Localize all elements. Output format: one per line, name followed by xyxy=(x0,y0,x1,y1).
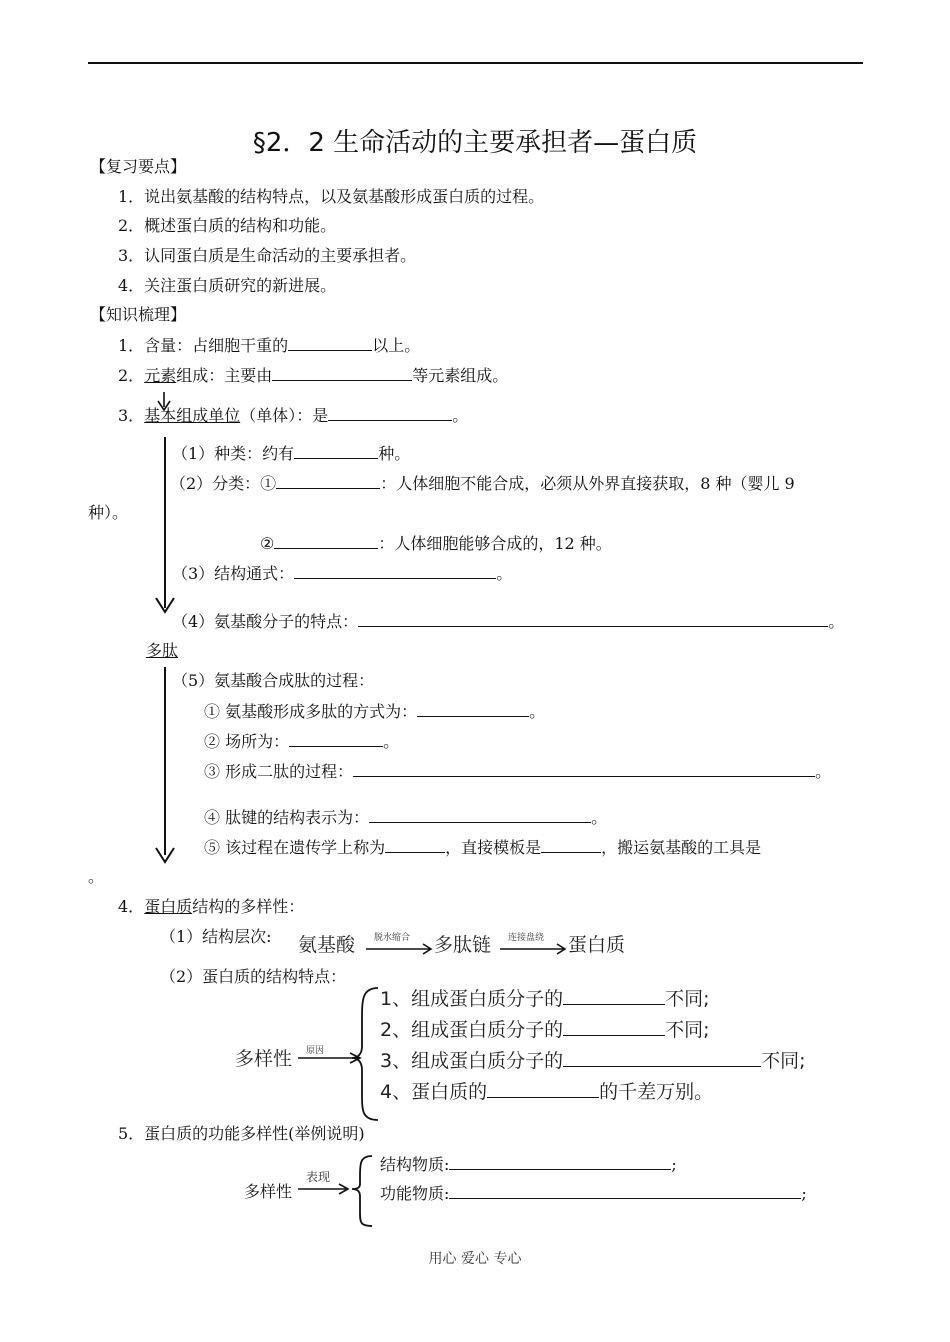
synthesis-4-suffix: 。 xyxy=(591,808,608,827)
level-amino-acid: 氨基酸 xyxy=(298,934,356,956)
synthesis-3-label: ③ 形成二肽的过程： xyxy=(204,762,354,781)
level-polypeptide: 多肽链 xyxy=(434,934,492,956)
page-title: §2．2 生命活动的主要承担者—蛋白质 xyxy=(252,128,698,158)
review-heading: 【复习要点】 xyxy=(90,157,187,176)
synthesis-1-suffix: 。 xyxy=(529,702,546,721)
item-function-diversity: 5．蛋白质的功能多样性(举例说明) xyxy=(118,1124,365,1143)
function-structural xyxy=(380,1154,677,1175)
feature-item-1-suffix: 不同; xyxy=(665,988,710,1010)
polypeptide-term: 多肽 xyxy=(146,641,179,660)
feature-item-4-label: 4、蛋白质的 xyxy=(380,1081,488,1103)
arrow-function xyxy=(298,1184,348,1194)
aa-class-wrap: 种）。 xyxy=(88,503,129,522)
item-elements-label: 组成：主要由 xyxy=(176,366,273,385)
feature-label: （2）蛋白质的结构特点： xyxy=(160,967,347,986)
feature-item-3-label: 3、组成蛋白质分子的 xyxy=(380,1050,564,1072)
feature-item-2 xyxy=(380,1017,710,1041)
nonessential-desc: ：人体细胞能够合成的，12 种。 xyxy=(378,534,612,553)
feature-item-4-suffix: 的千差万别。 xyxy=(599,1081,714,1103)
synthesis-3-suffix: 。 xyxy=(815,762,832,781)
knowledge-heading: 【知识梳理】 xyxy=(90,305,187,324)
folding-label: 连接盘绕 xyxy=(508,933,545,943)
unit-term: 基本组成单位 xyxy=(144,406,241,425)
feature-item-1-blank[interactable] xyxy=(563,986,665,1005)
feature-item-3-suffix: 不同; xyxy=(761,1050,806,1072)
function-arrow-label: 表现 xyxy=(306,1170,331,1184)
function-structural-label: 结构物质: xyxy=(380,1155,450,1174)
aa-feature-suffix: 。 xyxy=(828,612,845,631)
arrow-dehydration xyxy=(366,944,431,954)
function-functional-label: 功能物质: xyxy=(380,1184,450,1203)
function-structural-blank[interactable] xyxy=(449,1154,671,1170)
protein-term: 蛋白质 xyxy=(144,897,193,916)
review-item-2: 2．概述蛋白质的结构和功能。 xyxy=(118,216,337,235)
synthesis-5-template-label: ，直接模板是 xyxy=(445,838,542,857)
level-protein: 蛋白质 xyxy=(568,934,626,956)
aa-kind-label: （1）种类：约有 xyxy=(172,444,295,463)
feature-item-3 xyxy=(380,1048,806,1072)
reason-label: 原因 xyxy=(306,1046,325,1056)
function-functional xyxy=(380,1183,807,1204)
item-content-label: 1．含量：占细胞干重的 xyxy=(118,336,289,355)
item-content-suffix: 以上。 xyxy=(372,336,421,355)
feature-item-1-label: 1、组成蛋白质分子的 xyxy=(380,988,564,1010)
page-footer: 用心 爱心 专心 xyxy=(428,1251,522,1267)
feature-item-3-blank[interactable] xyxy=(563,1048,761,1067)
nonessential-label: ② xyxy=(260,534,275,553)
feature-item-2-blank[interactable] xyxy=(563,1017,665,1036)
brace-features xyxy=(352,988,378,1120)
brace-functions xyxy=(352,1156,372,1226)
essential-desc: ：人体细胞不能合成，必须从外界直接获取，8 种（婴儿 9 xyxy=(380,474,795,493)
aa-kind-suffix: 种。 xyxy=(378,444,411,463)
review-item-1: 1．说出氨基酸的结构特点，以及氨基酸形成蛋白质的过程。 xyxy=(118,187,545,206)
synthesis-2-label: ② 场所为： xyxy=(204,732,290,751)
feature-item-2-label: 2、组成蛋白质分子的 xyxy=(380,1019,564,1041)
item-unit-suffix: 。 xyxy=(452,406,469,425)
feature-item-2-suffix: 不同; xyxy=(665,1019,710,1041)
review-item-3: 3．认同蛋白质是生命活动的主要承担者。 xyxy=(118,246,417,265)
function-functional-suffix: ; xyxy=(801,1184,807,1203)
item-unit-label: （单体）：是 xyxy=(240,406,329,425)
item-unit-num: 3． xyxy=(118,406,145,425)
item4-num: 4． xyxy=(118,897,145,916)
diversity-label: 多样性 xyxy=(235,1048,293,1070)
aa-feature-label: （4）氨基酸分子的特点： xyxy=(172,612,359,631)
synthesis-5-carrier-label: ，搬运氨基酸的工具是 xyxy=(601,838,762,857)
aa-class-label: （2）分类：① xyxy=(170,474,277,493)
synthesis-1-label: ① 氨基酸形成多肽的方式为： xyxy=(204,702,418,721)
synthesis-4-label: ④ 肽键的结构表示为： xyxy=(204,808,370,827)
level-label: （1）结构层次: xyxy=(160,927,272,946)
synthesis-5-wrap: 。 xyxy=(88,867,105,886)
aa-formula-label: （3）结构通式： xyxy=(172,564,295,583)
aa-formula-suffix: 。 xyxy=(496,564,513,583)
item-elements-suffix: 等元素组成。 xyxy=(412,366,509,385)
arrow-folding xyxy=(500,944,565,954)
dehydration-label: 脱水缩合 xyxy=(374,933,411,943)
elements-term: 元素 xyxy=(144,366,177,385)
synthesis-5-label: ⑤ 该过程在遗传学上称为 xyxy=(204,838,386,857)
synthesis-2-suffix: 。 xyxy=(383,732,400,751)
function-diversity-label: 多样性 xyxy=(244,1182,293,1201)
function-structural-suffix: ; xyxy=(671,1155,677,1174)
feature-item-4 xyxy=(380,1079,713,1103)
feature-item-4-blank[interactable] xyxy=(487,1079,599,1098)
item4-label: 结构的多样性： xyxy=(192,897,305,916)
review-item-4: 4．关注蛋白质研究的新进展。 xyxy=(118,276,337,295)
function-functional-blank[interactable] xyxy=(449,1183,801,1199)
feature-item-1 xyxy=(380,986,710,1010)
synthesis-heading: （5）氨基酸合成肽的过程： xyxy=(172,671,375,690)
item-elements-num: 2． xyxy=(118,366,145,385)
